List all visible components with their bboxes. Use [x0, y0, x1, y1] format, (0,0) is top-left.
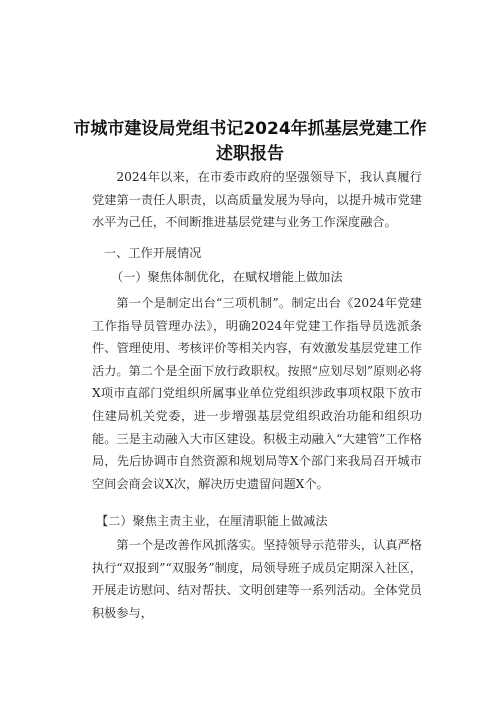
subsection2-heading: 【二）聚焦主责主业，在厘清职能上做减法	[96, 514, 328, 528]
subsection1-heading: （一）聚焦体制优化，在赋权增能上做加法	[111, 270, 343, 284]
document-title-line2: 述职报告	[216, 144, 284, 164]
section1-heading: 一、工作开展情况	[104, 246, 202, 260]
intro-paragraph: 2024年以来，在市委市政府的坚强领导下，我认真履行党建第一责任人职责，以高质量发展为导向，以提升城市党建水平为己任，不间断推进基层党建与业务工作深度融合。	[92, 170, 422, 230]
subsection2-paragraph: 第一个是改善作风抓落实。坚持领导示范带头，认真严格执行“双报到”“双服务”制度，局领导班子成员定期深入社区，开展走访慰问、结对帮扶、文明创建等一系列活动。全体党员积极参与，	[92, 538, 422, 620]
subsection1-paragraph: 第一个是制定出台“三项机制”。制定出台《2024年党建工作指导员管理办法》，明确2024年党建工作指导员选派条件、管理使用、考核评价等相关内容，有效激发基层党建工作活力。第二个是全面下放行政职权。按照“应划尽划”原则必将X项市直部门党组织所属事业单位党组织涉政事项权限下放市住建局机关党委，进一步增强基层党组织政治功能和组织功能。三是主动融入大市区建设。积极主动融入“大建管”工作格局，先后协调市自然资源和规划局等X个部门来我局召开城市空间会商会议X次，解决历史遗留问题X个。	[92, 296, 422, 491]
document-title-line1: 市城市建设局党组书记2024年抓基层党建工作	[73, 119, 427, 139]
